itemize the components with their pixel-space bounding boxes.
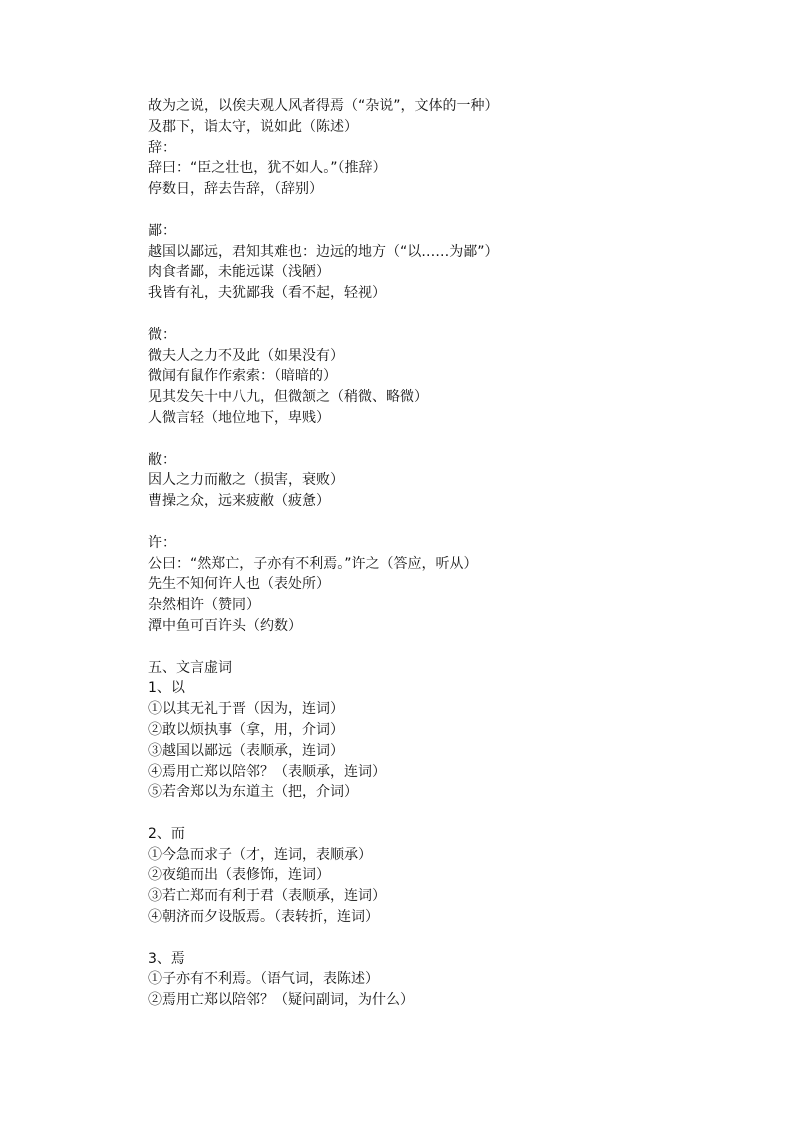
- text-line: 及郡下，诣太守，说如此（陈述）: [148, 118, 358, 135]
- section-heading: 五、文言虚词: [148, 659, 232, 676]
- text-line: 杂然相许（赞同）: [148, 597, 260, 614]
- entry-heading: 鄙：: [148, 222, 176, 239]
- text-line: 故为之说，以俟夫观人风者得焉（“杂说”，文体的一种）: [148, 98, 499, 114]
- text-line: 辞曰：“臣之壮也，犹不如人。”（推辞）: [148, 160, 387, 177]
- subsection-heading: 3、焉: [148, 950, 185, 967]
- subsection-heading: 2、而: [148, 825, 185, 842]
- list-item: ①今急而求子（才，连词，表顺承）: [148, 846, 372, 863]
- list-item: ③若亡郑而有利于君（表顺承，连词）: [148, 888, 386, 905]
- text-line: 公曰：“然郑亡，子亦有不利焉。”许之（答应，听从）: [148, 555, 478, 572]
- document-page: [148, 96, 748, 1011]
- text-line: 见其发矢十中八九，但微颔之（稍微、略微）: [148, 389, 428, 406]
- text-line: 肉食者鄙，未能远谋（浅陋）: [148, 264, 330, 281]
- text-line: 潭中鱼可百许头（约数）: [148, 617, 302, 634]
- list-item: ④朝济而夕设版焉。（表转折，连词）: [148, 909, 379, 926]
- paragraph-gap: [148, 304, 748, 325]
- entry-heading: 敝：: [148, 451, 176, 468]
- entry-heading: 微：: [148, 326, 176, 343]
- paragraph-gap: [148, 928, 748, 949]
- text-line: 微夫人之力不及此（如果没有）: [148, 347, 344, 364]
- text-line: 人微言轻（地位地下，卑贱）: [148, 409, 330, 426]
- text-line: 曹操之众，远来疲敝（疲惫）: [148, 493, 330, 510]
- list-item: ⑤若舍郑以为东道主（把，介词）: [148, 784, 358, 801]
- list-item: ③越国以鄙远（表顺承，连词）: [148, 742, 344, 759]
- list-item: ②夜缒而出（表修饰，连词）: [148, 867, 330, 884]
- list-item: ①子亦有不利焉。（语气词，表陈述）: [148, 971, 379, 988]
- paragraph-gap: [148, 512, 748, 533]
- text-line: 因人之力而敝之（损害，衰败）: [148, 472, 344, 489]
- text-line: 微闻有鼠作作索索：（暗暗的）: [148, 368, 337, 385]
- entry-heading: 辞：: [148, 139, 176, 156]
- text-line: 越国以鄙远，君知其难也：边远的地方（“以……为鄙”）: [148, 243, 499, 260]
- subsection-heading: 1、以: [148, 680, 185, 697]
- list-item: ④焉用亡郑以陪邻？（表顺承，连词）: [148, 763, 386, 780]
- paragraph-gap: [148, 200, 748, 221]
- list-item: ①以其无礼于晋（因为，连词）: [148, 701, 344, 718]
- list-item: ②焉用亡郑以陪邻？（疑问副词，为什么）: [148, 992, 414, 1009]
- paragraph-gap: [148, 429, 748, 450]
- text-line: 我皆有礼，夫犹鄙我（看不起，轻视）: [148, 285, 386, 302]
- text-line: 停数日，辞去告辞，（辞别）: [148, 181, 323, 198]
- paragraph-gap: [148, 803, 748, 824]
- paragraph-gap: [148, 637, 748, 658]
- list-item: ②敢以烦执事（拿，用，介词）: [148, 721, 344, 738]
- entry-heading: 许：: [148, 534, 176, 551]
- text-line: 先生不知何许人也（表处所）: [148, 576, 330, 593]
